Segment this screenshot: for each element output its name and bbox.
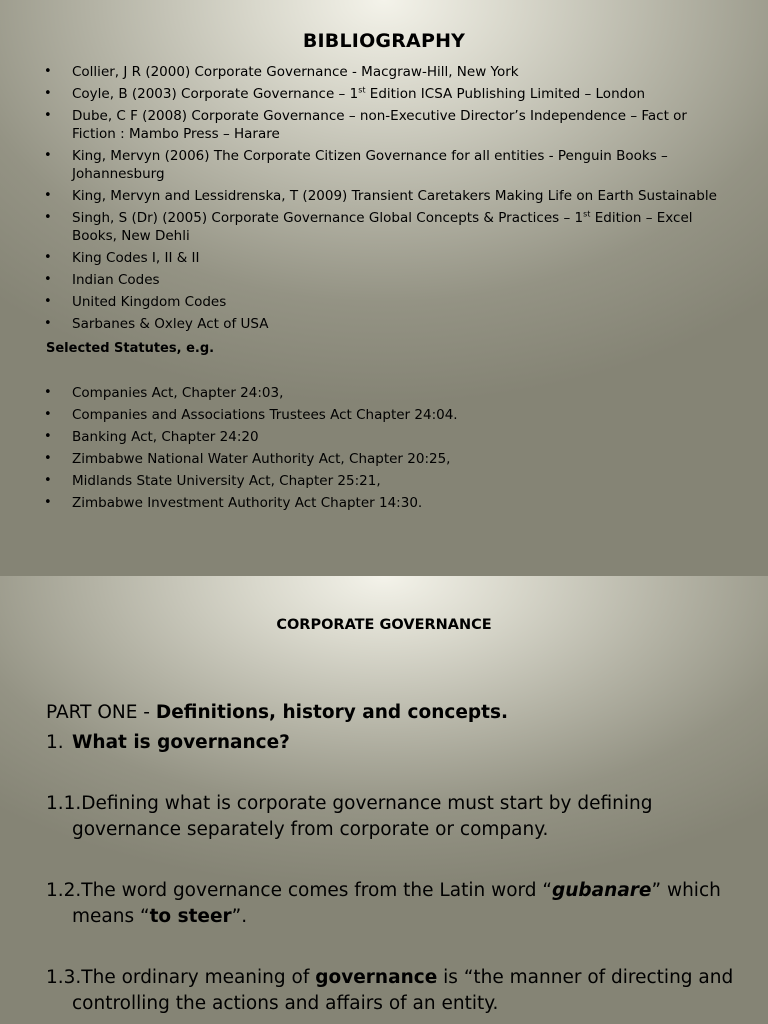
slide-title: BIBLIOGRAPHY [302,30,466,52]
list-item: • Midlands State University Act, Chapter 25:21, [44,472,734,490]
list-item: • Sarbanes & Oxley Act of USA [44,315,734,333]
list-item: • Indian Codes [44,271,734,289]
reference-list [44,63,734,337]
meaning: to steer [149,906,232,927]
statutes-heading: Selected Statutes, e.g. [46,341,215,356]
paragraph-1-1: 1.1.Defining what is corporate governance must start by defining governance separately from corporate or company. [46,793,653,840]
part-heading [46,700,736,726]
list-item: • Dube, C F (2008) Corporate Governance – non-Executive Director’s Independence – Fact or Fiction : Mambo Press – Harare [44,107,734,143]
corporate-governance-slide [0,576,768,1024]
paragraph-1-2: 1.2.The word governance comes from the Latin word “gubanare” which means “to steer”. [46,880,721,927]
list-item: • King, Mervyn and Lessidrenska, T (2009) Transient Caretakers Making Life on Earth Sustainable [44,187,734,205]
list-item: • Companies and Associations Trustees Act Chapter 24:04. [44,406,734,424]
list-item: • Collier, J R (2000) Corporate Governance - Macgraw-Hill, New York [44,63,734,81]
list-item: • Banking Act, Chapter 24:20 [44,428,734,446]
part-title: Definitions, history and concepts. [155,702,509,723]
part-prefix: PART ONE - [46,702,156,723]
question-text: What is governance? [72,732,290,753]
question-number: 1. [46,732,64,753]
slide-title: CORPORATE GOVERNANCE [276,617,492,633]
list-item: • United Kingdom Codes [44,293,734,311]
list-item: • Singh, S (Dr) (2005) Corporate Governance Global Concepts & Practices – 1st Edition – Excel Books, New Dehli [44,209,734,245]
list-item: • Zimbabwe Investment Authority Act Chapter 14:30. [44,494,734,512]
list-item: • King, Mervyn (2006) The Corporate Citizen Governance for all entities - Penguin Books – Johannesburg [44,147,734,183]
keyword: governance [315,967,438,988]
statutes-list [44,384,734,516]
list-item: • Coyle, B (2003) Corporate Governance – 1st Edition ICSA Publishing Limited – London [44,85,734,103]
list-item: • Zimbabwe National Water Authority Act, Chapter 20:25, [44,450,734,468]
list-item: • Companies Act, Chapter 24:03, [44,384,734,402]
list-item: • King Codes I, II & II [44,249,734,267]
question-heading [46,730,736,756]
latin-word: gubanare [552,880,652,901]
paragraph-1-3: 1.3.The ordinary meaning of governance is “the manner of directing and controlling the actions and affairs of an entity. [46,967,734,1014]
